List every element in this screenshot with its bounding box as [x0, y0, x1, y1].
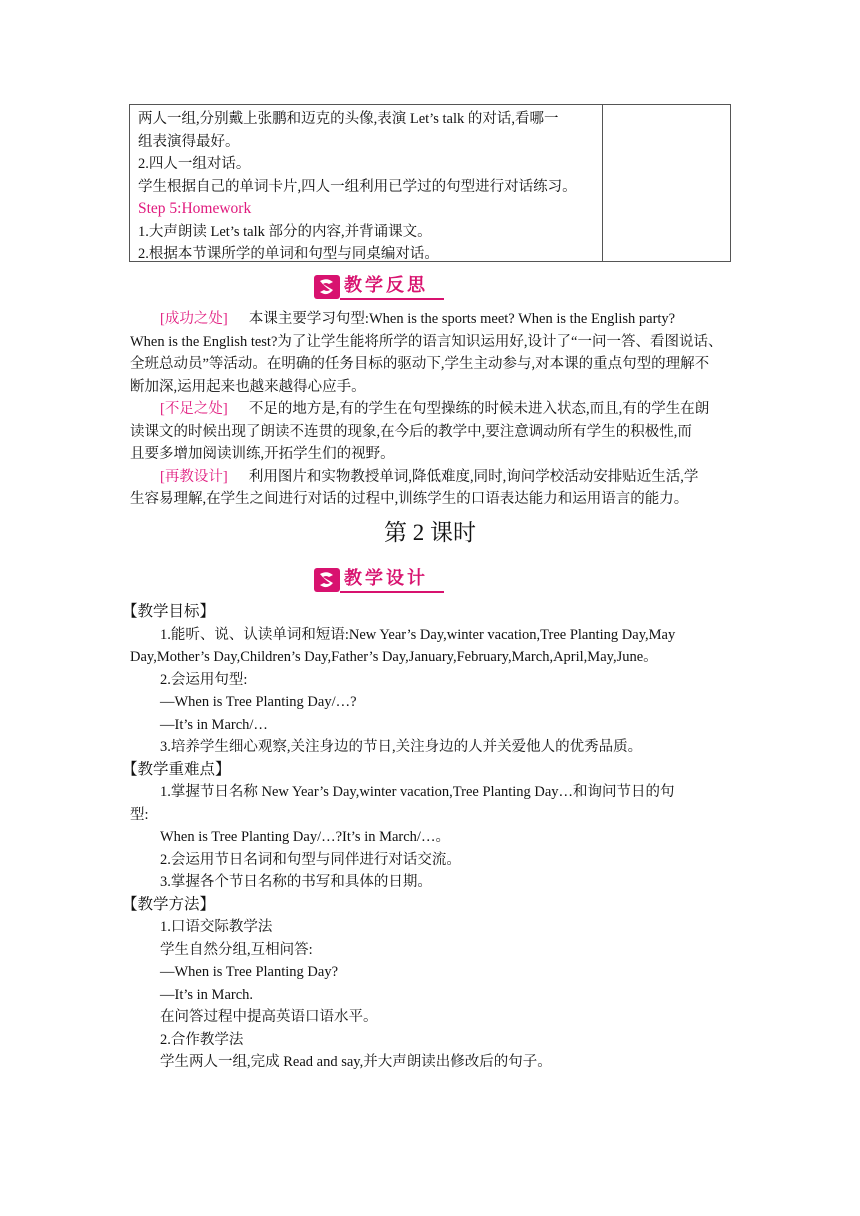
shortcoming-line: 且要多增加阅读训练,开拓学生们的视野。 [130, 446, 395, 462]
design-banner-label: 教学设计 [344, 568, 428, 589]
shortcoming-first-line [160, 398, 730, 421]
success-line: 断加深,运用起来也越来越得心应手。 [130, 378, 366, 395]
design-banner [314, 566, 450, 596]
redesign-line: 生容易理解,在学生之间进行对话的过程中,训练学生的口语表达能力和运用语言的能力。 [130, 491, 689, 507]
design-section [122, 601, 730, 1074]
keypoints-line: 3.掌握各个节日名称的书写和具体的日期。 [160, 874, 432, 890]
success-first-line [160, 308, 730, 331]
section-logo-icon [314, 275, 340, 299]
goals-heading: 【教学目标】 [122, 603, 216, 620]
methods-line: 学生两人一组,完成 Read and say,并大声朗读出修改后的句子。 [160, 1054, 552, 1070]
methods-line: —It’s in March. [160, 986, 254, 1003]
keypoints-line: When is Tree Planting Day/…?It’s in March/…。 [160, 829, 450, 845]
table-steps-cell [138, 108, 598, 266]
keypoints-line: 型: [130, 806, 149, 823]
methods-line: 在问答过程中提高英语口语水平。 [160, 1009, 378, 1025]
keypoints-line: 2.会运用节日名词和句型与同伴进行对话交流。 [160, 851, 461, 868]
lesson-title: 第 2 课时 [384, 520, 476, 545]
shortcoming-line: 读课文的时候出现了朗读不连贯的现象,在今后的教学中,要注意调动所有学生的积极性,而 [130, 423, 692, 440]
redesign-first-line [160, 466, 730, 489]
goals-line: 3.培养学生细心观察,关注身边的节日,关注身边的人并关爱他人的优秀品质。 [160, 739, 643, 755]
success-line: 全班总动员”等活动。在明确的任务目标的驱动下,学生主动参与,对本课的重点句型的理解不 [130, 356, 710, 372]
reflection-banner-label: 教学反思 [344, 275, 428, 296]
success-line: When is the English test?为了让学生能将所学的语言知识运用好,设计了“一问一答、看图说话、 [130, 333, 723, 350]
goals-line: —When is Tree Planting Day/…? [160, 694, 357, 710]
reflection-section [130, 308, 730, 511]
methods-line: 学生自然分组,互相问答: [160, 941, 313, 958]
keypoints-line: 1.掌握节日名称 New Year’s Day,winter vacation,Tree Planting Day…和询问节日的句 [160, 784, 675, 800]
shortcoming-text: 不足的地方是,有的学生在句型操练的时候未进入状态,而且,有的学生在朗 [248, 401, 710, 417]
success-text: 本课主要学习句型:When is the sports meet? When is the English party? [248, 311, 676, 327]
section-logo-icon [314, 568, 340, 592]
keypoints-heading: 【教学重难点】 [122, 760, 231, 778]
methods-line: 1.口语交际教学法 [160, 919, 273, 935]
goals-line: —It’s in March/… [160, 716, 268, 733]
shortcoming-tag: [不足之处] [160, 401, 228, 417]
methods-line: —When is Tree Planting Day? [160, 964, 339, 980]
methods-line: 2.合作教学法 [160, 1031, 244, 1048]
goals-line: 2.会运用句型: [160, 671, 248, 688]
table-line: 两人一组,分别戴上张鹏和迈克的头像,表演 Let’s talk 的对话,看哪一 [138, 111, 559, 127]
table-line: 组表演得最好。 [138, 133, 240, 150]
lesson-step-table [129, 104, 731, 262]
banner-underline [340, 298, 444, 300]
table-line: 学生根据自己的单词卡片,四人一组利用已学过的句型进行对话练习。 [138, 178, 577, 195]
goals-line: 1.能听、说、认读单词和短语:New Year’s Day,winter vacation,Tree Planting Day,May [160, 626, 676, 643]
table-line: 2.根据本节课所学的单词和句型与同桌编对话。 [138, 246, 439, 262]
table-column-divider [602, 105, 603, 261]
banner-underline [340, 591, 444, 593]
reflection-banner [314, 273, 450, 303]
table-line: 2.四人一组对话。 [138, 156, 251, 172]
methods-heading: 【教学方法】 [122, 895, 216, 913]
table-line: 1.大声朗读 Let’s talk 部分的内容,并背诵课文。 [138, 223, 432, 240]
success-tag: [成功之处] [160, 311, 228, 327]
redesign-tag: [再教设计] [160, 468, 228, 485]
step-heading: Step 5:Homework [138, 200, 252, 217]
redesign-text: 利用图片和实物教授单词,降低难度,同时,询问学校活动安排贴近生活,学 [248, 468, 699, 485]
goals-line: Day,Mother’s Day,Children’s Day,Father’s Day,January,February,March,April,May,June。 [130, 649, 658, 665]
